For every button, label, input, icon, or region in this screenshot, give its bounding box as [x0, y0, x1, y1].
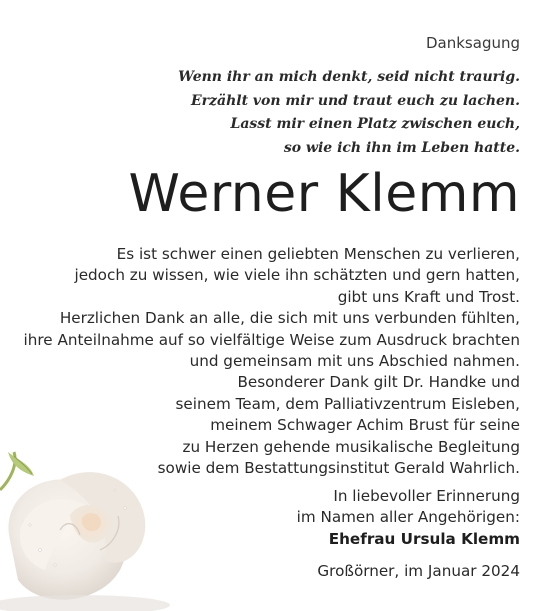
- body-line: Herzlichen Dank an alle, die sich mit uns verbunden fühlten,: [59, 309, 520, 328]
- closing-text: [297, 486, 520, 529]
- poem: [178, 66, 520, 160]
- body-line: zu Herzen gehende musikalische Begleitung: [182, 437, 520, 456]
- place-date: Großörner, im Januar 2024: [317, 562, 520, 580]
- closing-line: In liebevoller Erinnerung: [333, 487, 520, 505]
- body-line: und gemeinsam mit uns Abschied nahmen.: [189, 352, 520, 371]
- notice-heading: Danksagung: [426, 34, 520, 52]
- body-line: gibt uns Kraft und Trost.: [337, 287, 520, 306]
- body-line: Es ist schwer einen geliebten Menschen zu verlieren,: [116, 245, 520, 263]
- poem-line: Wenn ihr an mich denkt, seid nicht traurig.: [178, 69, 520, 85]
- body-line: jedoch zu wissen, wie viele ihn schätzten und gern hatten,: [74, 266, 520, 285]
- body-line: seinem Team, dem Palliativzentrum Eisleben,: [175, 394, 520, 413]
- poem-line: Erzählt von mir und traut euch zu lachen.: [191, 92, 520, 109]
- body-line: Besonderer Dank gilt Dr. Handke und: [237, 373, 520, 392]
- closing-line: im Namen aller Angehörigen:: [296, 508, 520, 527]
- poem-line: so wie ich ihn im Leben hatte.: [283, 139, 520, 156]
- body-line: sowie dem Bestattungsinstitut Gerald Wahrlich.: [157, 459, 520, 478]
- deceased-name: Werner Klemm: [128, 164, 520, 224]
- body-line: meinem Schwager Achim Brust für seine: [210, 416, 520, 435]
- thank-you-text: [24, 244, 520, 479]
- poem-line: Lasst mir einen Platz zwischen euch,: [230, 116, 520, 132]
- body-line: ihre Anteilnahme auf so vielfältige Weise zum Ausdruck brachten: [23, 330, 520, 349]
- signature: Ehefrau Ursula Klemm: [328, 530, 520, 548]
